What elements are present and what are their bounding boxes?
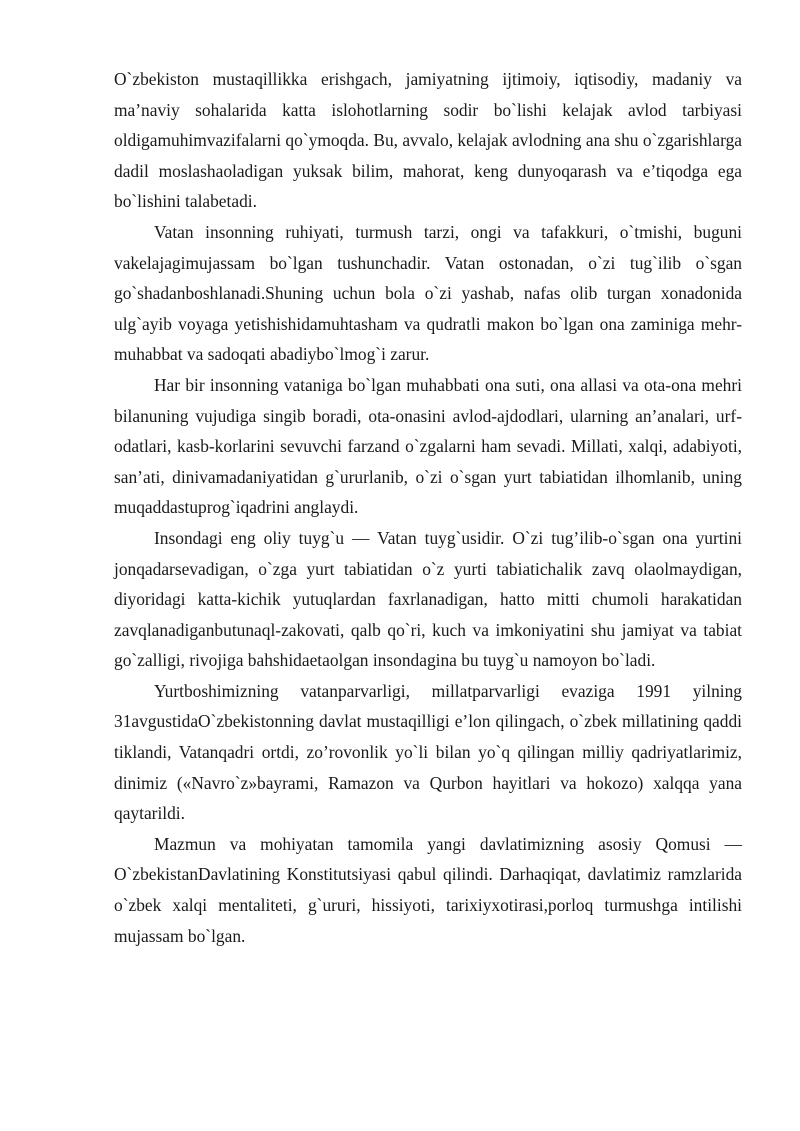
paragraph-5: Yurtboshimizning vatanparvarligi, millatparvarligi evaziga 1991 yilning 31avgustidaO`zbekistonning davlat mustaqilligi e’lon qilingach, o`zbek millatining qaddi tiklandi, Vatanqadri ortdi, zo’rovonlik yo`li bilan yo`q qilingan milliy qadriyatlarimiz, dinimiz («Navro`z»bayrami, Ramazon va Qurbon hayitlari va hokozo) xalqqa yana qaytarildi. — [114, 680, 742, 824]
paragraph-3: Har bir insonning vataniga bo`lgan muhabbati ona suti, ona allasi va ota-ona mehri bilanuning vujudiga singib boradi, ota-onasini avlod-ajdodlari, ularning an’analari, urf-odatlari, kasb-korlarini sevuvchi farzand o`zgalarni ham sevadi. Millati, xalqi, adabiyoti, san’ati, dinivamadaniyatidan g`ururlanib, o`zi o`sgan yurt tabiatidan ilhomlanib, uning muqaddastuprog`iqadrini anglaydi. — [114, 374, 742, 518]
document-page — [114, 64, 742, 951]
paragraph-2: Vatan insonning ruhiyati, turmush tarzi, ongi va tafakkuri, o`tmishi, buguni vakelajagimujassam bo`lgan tushunchadir. Vatan ostonadan, o`zi tug`ilib o`sgan go`shadanboshlanadi.Shuning uchun bola o`zi yashab, nafas olib turgan xonadonida ulg`ayib voyaga yetishishidamuhtasham va qudratli makon bo`lgan ona zaminiga mehr-muhabbat va sadoqati abadiybo`lmog`i zarur. — [114, 221, 742, 365]
paragraph-6: Mazmun va mohiyatan tamomila yangi davlatimizning asosiy Qomusi — O`zbekistanDavlatining Konstitutsiyasi qabul qilindi. Darhaqiqat, davlatimiz ramzlarida o`zbek xalqi mentaliteti, g`ururi, hissiyoti, tarixiyxotirasi,porloq turmushga intilishi mujassam bo`lgan. — [114, 833, 742, 946]
paragraph-1: O`zbekiston mustaqillikka erishgach, jamiyatning ijtimoiy, iqtisodiy, madaniy va ma’naviy sohalarida katta islohotlarning sodir bo`lishi kelajak avlod tarbiyasi oldigamuhimvazifalarni qo`ymoqda. Bu, avvalo, kelajak avlodning ana shu o`zgarishlarga dadil moslashaoladigan yuksak bilim, mahorat, keng dunyoqarash va e’tiqodga ega bo`lishini talabetadi. — [114, 69, 742, 212]
paragraph-4: Insondagi eng oliy tuyg`u — Vatan tuyg`usidir. O`zi tug’ilib-o`sgan ona yurtini jonqadarsevadigan, o`zga yurt tabiatidan o`z yurti tabiatichalik zavq olaolmaydigan, diyoridagi katta-kichik yutuqlardan faxrlanadigan, hatto mitti chumoli harakatidan zavqlanadiganbutunaql-zakovati, qalb qo`ri, kuch va imkoniyatini shu jamiyat va tabiat go`zalligi, rivojiga bahshidaetaolgan insondagina bu tuyg`u namoyon bo`ladi. — [114, 527, 742, 671]
